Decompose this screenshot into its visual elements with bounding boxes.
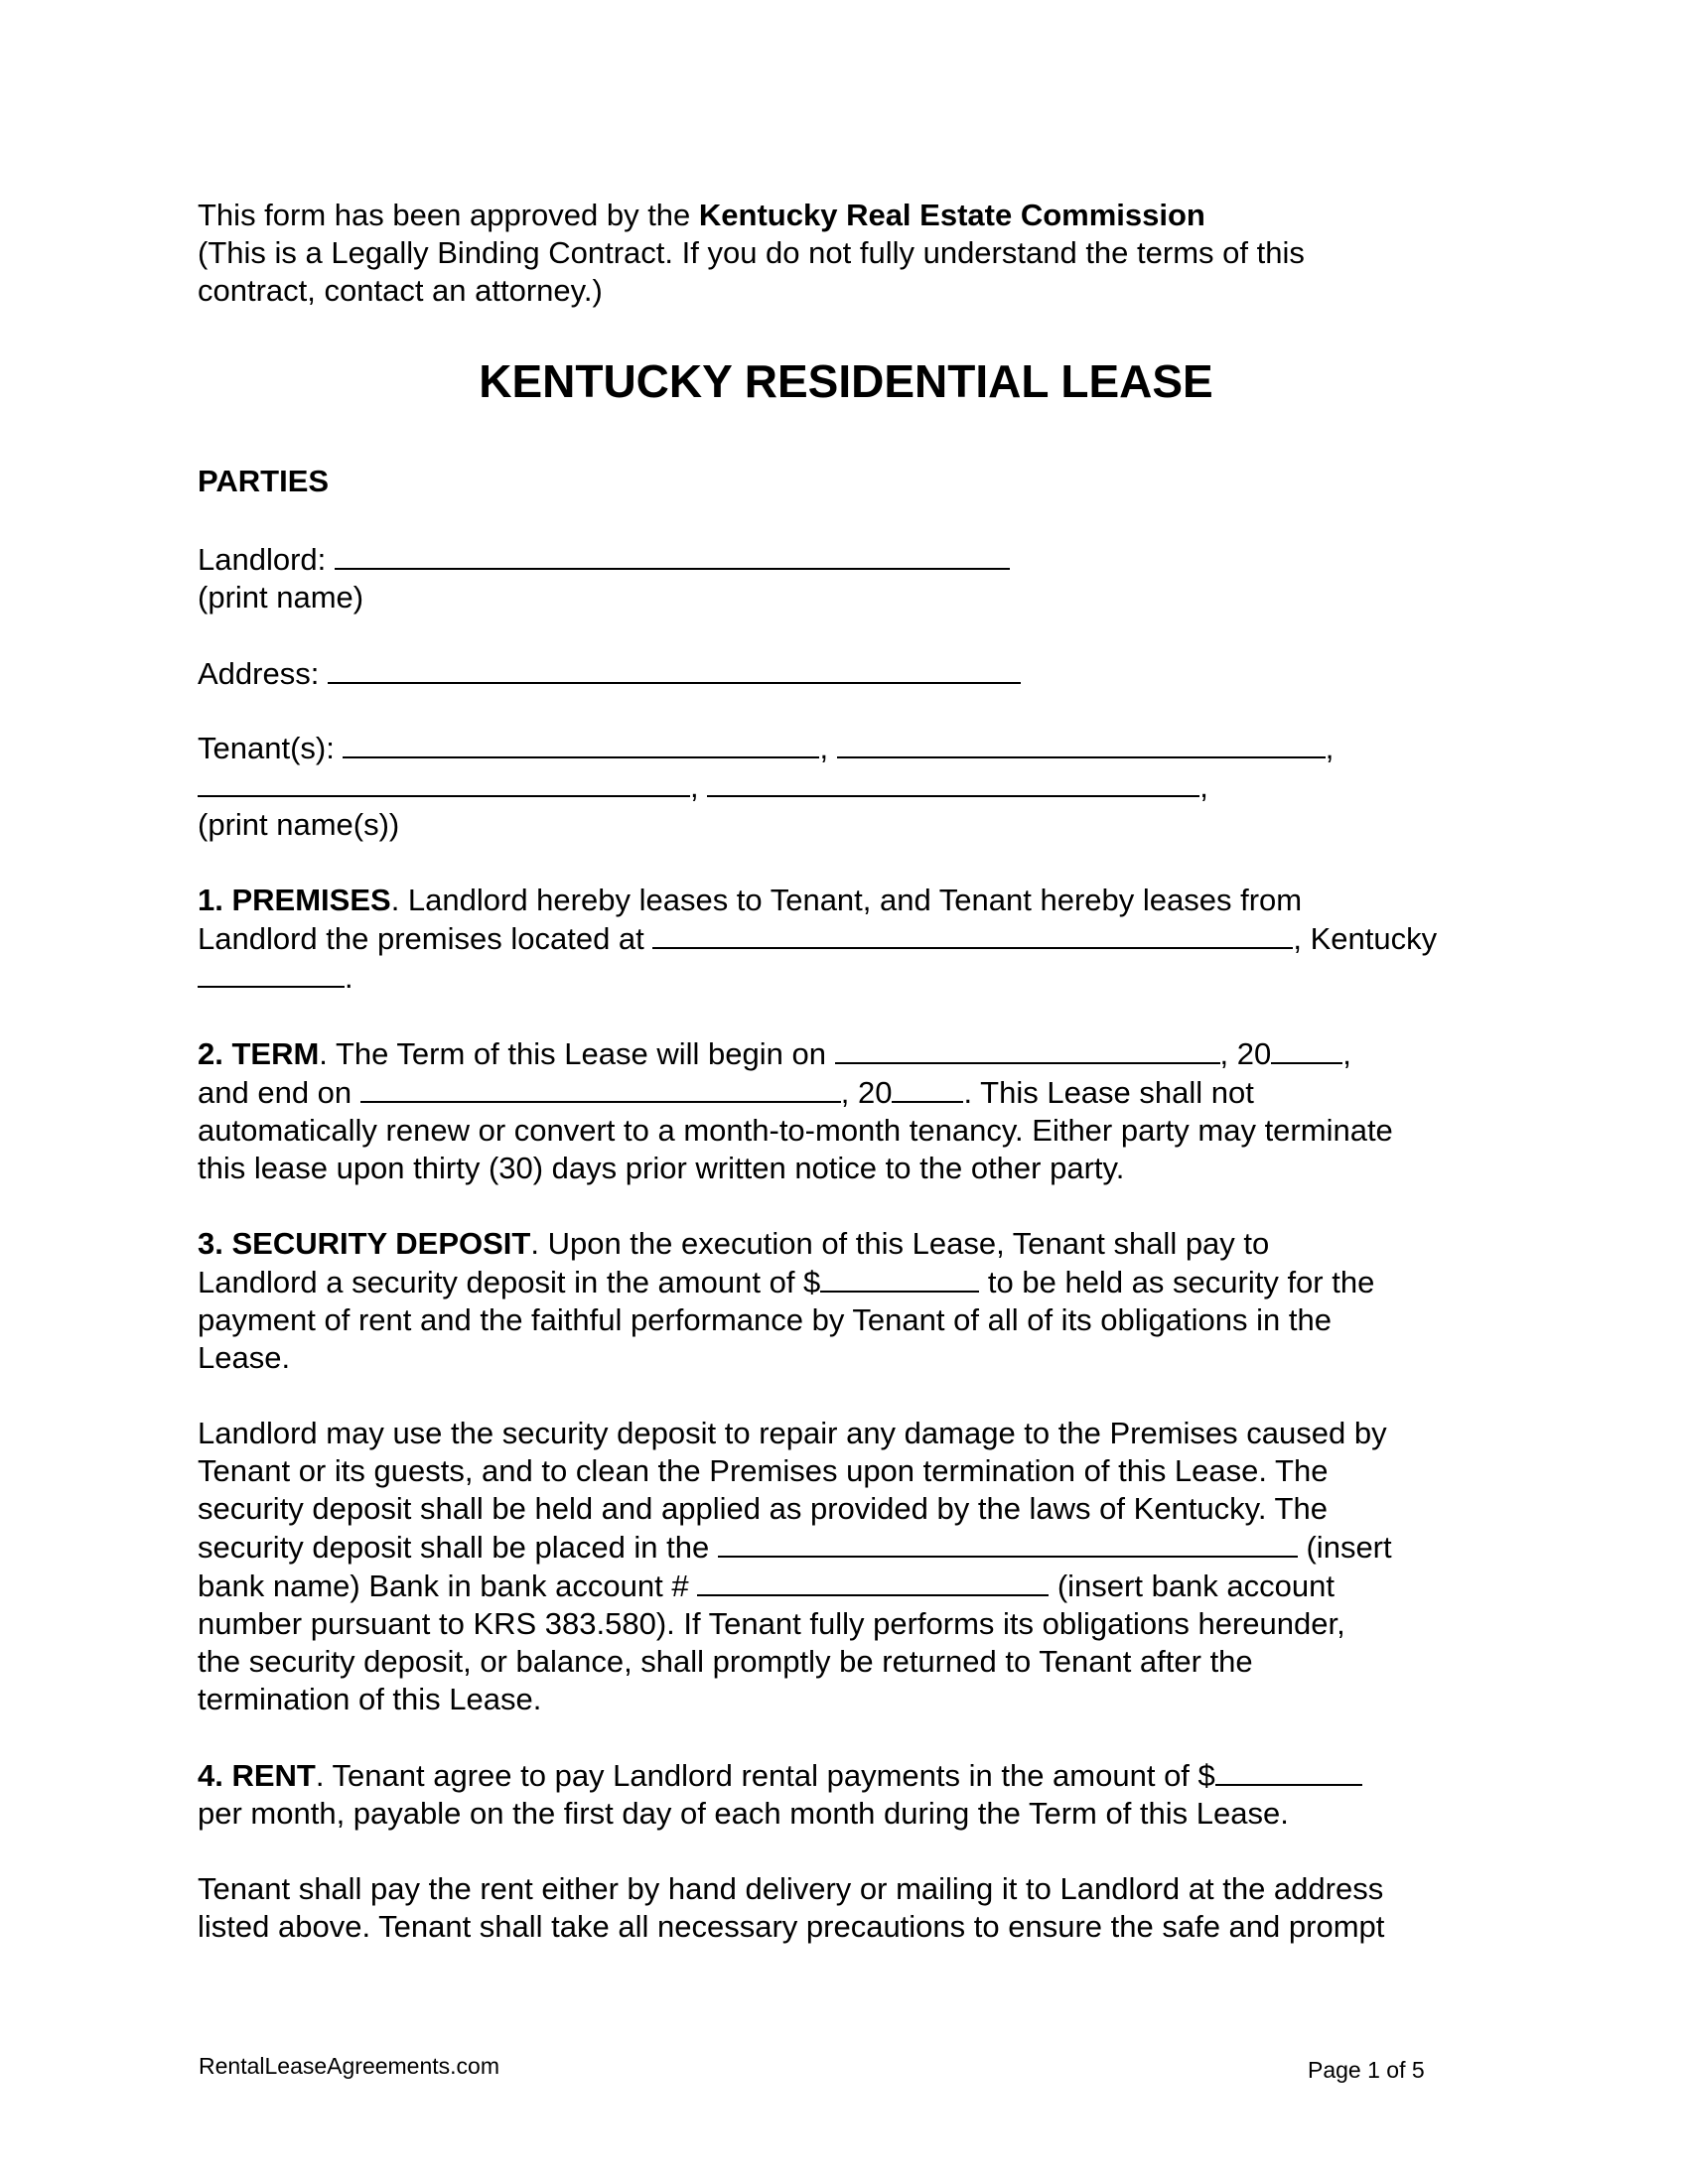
address-block <box>198 654 1498 693</box>
deposit-use-line-6: number pursuant to KRS 383.580). If Tenant fully performs its obligations hereunder, <box>198 1606 1345 1641</box>
term-start-year-prefix: , 20 <box>1219 1036 1272 1071</box>
deposit-use-line-4b: (insert <box>1297 1530 1392 1565</box>
comma: , <box>1199 769 1208 804</box>
rent-text-2: per month, payable on the first day of each month during the Term of this Lease. <box>198 1796 1289 1831</box>
landlord-label: Landlord: <box>198 542 327 577</box>
deposit-use-line-8: termination of this Lease. <box>198 1682 542 1716</box>
premises-section <box>198 882 1498 997</box>
deposit-use-line-5a: bank name) Bank in bank account # <box>198 1569 698 1603</box>
deposit-use-section <box>198 1415 1498 1718</box>
term-start-date-field[interactable] <box>835 1034 1220 1064</box>
address-field[interactable] <box>328 654 1021 684</box>
rent-section <box>198 1756 1498 1833</box>
approval-notice <box>198 197 1498 310</box>
term-text-5: this lease upon thirty (30) days prior written notice to the other party. <box>198 1151 1125 1185</box>
premises-address-field[interactable] <box>652 919 1293 949</box>
deposit-section <box>198 1225 1498 1377</box>
deposit-text-1: . Upon the execution of this Lease, Tenant shall pay to <box>530 1226 1270 1261</box>
notice-line-2: (This is a Legally Binding Contract. If you do not fully understand the terms of this <box>198 235 1305 270</box>
term-heading: 2. TERM <box>198 1036 320 1071</box>
deposit-use-line-3: security deposit shall be held and applied as provided by the laws of Kentucky. The <box>198 1491 1328 1526</box>
rent-payment-line-2: listed above. Tenant shall take all necessary precautions to ensure the safe and prompt <box>198 1909 1385 1944</box>
notice-line-3: contract, contact an attorney.) <box>198 273 603 308</box>
premises-text-1: . Landlord hereby leases to Tenant, and Tenant hereby leases from <box>390 883 1303 917</box>
deposit-text-3: to be held as security for the <box>979 1265 1375 1299</box>
approving-body: Kentucky Real Estate Commission <box>698 198 1205 232</box>
address-label: Address: <box>198 656 320 691</box>
term-text-2: and end on <box>198 1075 360 1110</box>
term-start-year-field[interactable] <box>1271 1034 1342 1064</box>
landlord-name-field[interactable] <box>335 540 1010 570</box>
rent-payment-section <box>198 1870 1498 1946</box>
deposit-use-line-5b: (insert bank account <box>1049 1569 1335 1603</box>
tenants-note: (print name(s)) <box>198 807 400 842</box>
deposit-text-4: payment of rent and the faithful performance by Tenant of all of its obligations in the <box>198 1302 1332 1337</box>
comma: , <box>819 731 829 765</box>
term-text-3: . This Lease shall not <box>963 1075 1254 1110</box>
parties-heading: PARTIES <box>198 464 330 498</box>
premises-text-4: . <box>345 960 353 995</box>
term-text-1: . The Term of this Lease will begin on <box>319 1036 835 1071</box>
premises-zip-field[interactable] <box>198 958 345 988</box>
deposit-use-line-7: the security deposit, or balance, shall promptly be returned to Tenant after the <box>198 1644 1253 1679</box>
landlord-note: (print name) <box>198 580 364 614</box>
notice-prefix: This form has been approved by the <box>198 198 699 232</box>
deposit-use-line-4a: security deposit shall be placed in the <box>198 1530 718 1565</box>
deposit-use-line-2: Tenant or its guests, and to clean the Premises upon termination of this Lease. The <box>198 1453 1329 1488</box>
term-end-date-field[interactable] <box>360 1073 841 1103</box>
document-title: KENTUCKY RESIDENTIAL LEASE <box>479 355 1213 407</box>
bank-name-field[interactable] <box>718 1528 1298 1558</box>
term-end-year-prefix: , 20 <box>840 1075 893 1110</box>
premises-heading: 1. PREMISES <box>198 883 391 917</box>
tenants-block <box>198 729 1498 844</box>
tenant-3-field[interactable] <box>198 767 690 797</box>
rent-amount-field[interactable] <box>1215 1756 1362 1786</box>
landlord-block <box>198 540 1498 616</box>
rent-heading: 4. RENT <box>198 1758 316 1793</box>
term-end-year-field[interactable] <box>892 1073 963 1103</box>
deposit-text-5: Lease. <box>198 1340 291 1375</box>
bank-account-field[interactable] <box>697 1567 1049 1596</box>
footer-page-number: Page 1 of 5 <box>1308 2057 1425 2083</box>
deposit-text-2: Landlord a security deposit in the amount of $ <box>198 1265 821 1299</box>
deposit-amount-field[interactable] <box>820 1263 979 1293</box>
document-body <box>198 197 1498 1983</box>
tenant-1-field[interactable] <box>343 729 819 758</box>
tenant-2-field[interactable] <box>837 729 1326 758</box>
premises-text-3: , Kentucky <box>1293 921 1438 956</box>
deposit-use-line-1: Landlord may use the security deposit to repair any damage to the Premises caused by <box>198 1416 1387 1450</box>
tenant-4-field[interactable] <box>707 767 1199 797</box>
term-section <box>198 1034 1498 1187</box>
comma: , <box>1342 1036 1351 1071</box>
deposit-heading: 3. SECURITY DEPOSIT <box>198 1226 531 1261</box>
comma: , <box>690 769 699 804</box>
rent-text-1: . Tenant agree to pay Landlord rental payments in the amount of $ <box>315 1758 1215 1793</box>
footer-site: RentalLeaseAgreements.com <box>199 2053 499 2079</box>
premises-text-2: Landlord the premises located at <box>198 921 653 956</box>
tenants-label: Tenant(s): <box>198 731 335 765</box>
term-text-4: automatically renew or convert to a month-to-month tenancy. Either party may terminate <box>198 1113 1393 1148</box>
rent-payment-line-1: Tenant shall pay the rent either by hand delivery or mailing it to Landlord at the address <box>198 1871 1384 1906</box>
comma: , <box>1325 731 1335 765</box>
